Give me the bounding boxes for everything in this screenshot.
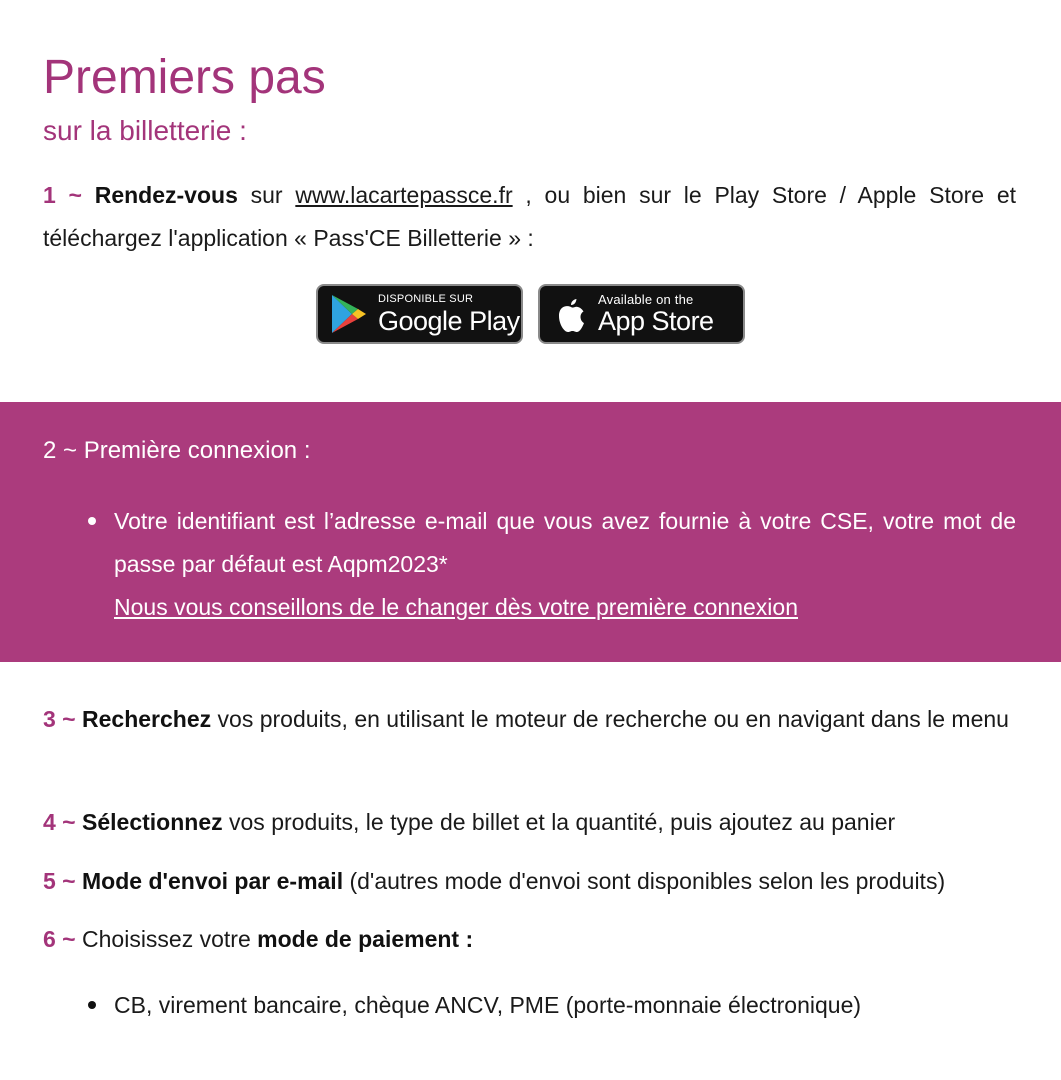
step-6-number: 6 ~ (43, 926, 76, 952)
payment-methods-text: CB, virement bancaire, chèque ANCV, PME (porte-monnaie électronique) (114, 992, 862, 1018)
step-3-text: vos produits, en utilisant le moteur de recherche ou en navigant dans le menu (217, 706, 1009, 732)
google-play-big: Google Play (378, 305, 520, 336)
step-2-title: 2 ~ Première connexion : (43, 437, 311, 464)
apple-icon (554, 294, 588, 334)
app-store-big: App Store (598, 305, 714, 336)
bullet-icon (88, 1001, 96, 1009)
step-1-post: , ou bien sur le Play Store / Apple Store et téléchargez l'application « Pass'CE Billetterie » : (43, 182, 1017, 251)
first-login-section (0, 402, 1061, 662)
step-3-number: 3 ~ (43, 706, 76, 732)
step-1-pre: sur (250, 182, 283, 208)
step-5-text: (d'autres mode d'envoi sont disponibles selon les produits) (349, 868, 946, 894)
step-1-bold: Rendez-vous (94, 182, 238, 208)
step-4-number: 4 ~ (43, 809, 76, 835)
step-3-bold: Recherchez (82, 706, 212, 732)
store-badges (316, 284, 745, 344)
step-4 (43, 801, 1016, 844)
step-5 (43, 860, 1016, 903)
step-2-bullet (114, 500, 1016, 629)
step-5-bold: Mode d'envoi par e-mail (82, 868, 344, 894)
bullet-icon (88, 517, 96, 525)
app-store-badge[interactable] (538, 284, 745, 344)
step-4-text: vos produits, le type de billet et la quantité, puis ajoutez au panier (229, 809, 896, 835)
step-4-bold: Sélectionnez (82, 809, 223, 835)
page-subtitle: sur la billetterie : (43, 115, 247, 146)
step-1 (43, 174, 1016, 260)
step-1-number: 1 ~ (43, 182, 82, 208)
step-6-bold: mode de paiement : (257, 926, 474, 952)
step-2-bullet-text: Votre identifiant est l’adresse e-mail que vous avez fournie à votre CSE, votre mot de passe par défaut est Aqpm2023* (114, 508, 1016, 577)
google-play-badge[interactable] (316, 284, 523, 344)
page-title: Premiers pas (43, 51, 326, 104)
app-store-small: Available on the (598, 291, 694, 307)
google-play-small: DISPONIBLE SUR (378, 292, 474, 305)
step-6-pre: Choisissez votre (82, 926, 251, 952)
step-3 (43, 698, 1016, 741)
step-6 (43, 918, 1016, 961)
payment-methods-bullet (114, 985, 861, 1025)
step-5-number: 5 ~ (43, 868, 76, 894)
google-play-icon (330, 293, 368, 335)
site-link[interactable]: www.lacartepassce.fr (295, 182, 513, 208)
change-password-link[interactable]: Nous vous conseillons de le changer dès votre première connexion (114, 594, 799, 620)
